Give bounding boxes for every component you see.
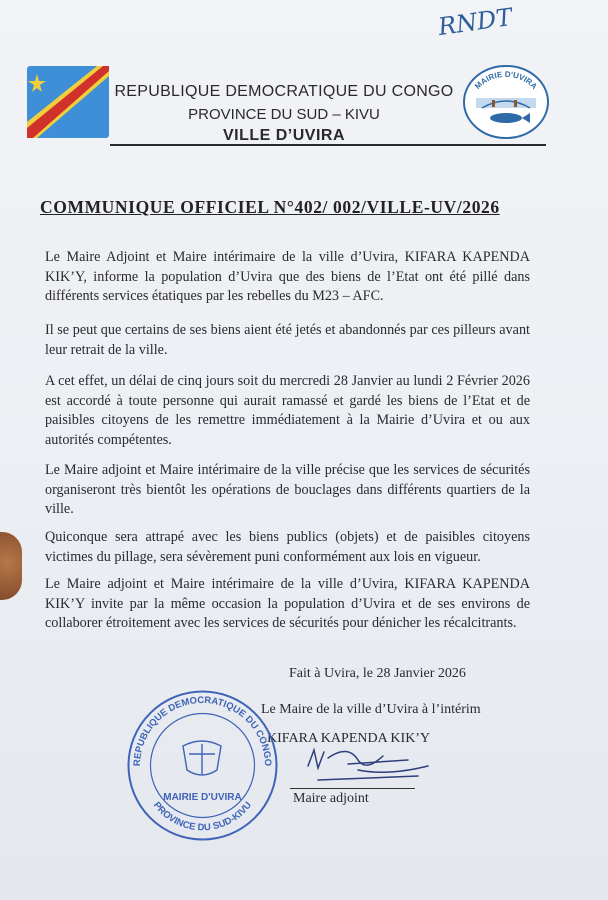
signatory-office: Le Maire de la ville d’Uvira à l’intérim <box>261 702 481 717</box>
svg-text:REPUBLIQUE DEMOCRATIQUE DU CON: REPUBLIQUE DEMOCRATIQUE DU CONGO <box>131 694 274 767</box>
place-date: Fait à Uvira, le 28 Janvier 2026 <box>289 666 466 681</box>
header-country: REPUBLIQUE DEMOCRATIQUE DU CONGO <box>114 83 454 100</box>
signatory-role: Maire adjoint <box>293 791 369 806</box>
paragraph-2: Il se peut que certains de ses biens aient été jetés et abandonnés par ces pilleurs avant leur retrait de la ville. <box>45 322 530 358</box>
handwritten-note: RNDT <box>436 2 514 42</box>
header-rule <box>110 144 546 146</box>
handwritten-signature <box>288 736 438 791</box>
mairie-uvira-emblem-icon <box>462 64 550 140</box>
official-stamp <box>125 688 280 843</box>
svg-text:PROVINCE DU SUD-KIVU: PROVINCE DU SUD-KIVU <box>151 799 254 834</box>
signatory-name: KIFARA KAPENDA KIK’Y <box>267 731 431 746</box>
header-province: PROVINCE DU SUD – KIVU <box>188 106 380 123</box>
paragraph-3: A cet effet, un délai de cinq jours soit du mercredi 28 Janvier au lundi 2 Février 2026 est accordé à toute personne qui aurait ramassé et gardé les biens de l’Etat et de paisibles citoyens de les remettre immédiatement à la Mairie d’Uvira et ou aux autorités compétentes. <box>45 373 530 448</box>
header-city: VILLE D’UVIRA <box>222 127 346 144</box>
drc-flag-icon <box>27 66 109 138</box>
paragraph-5: Quiconque sera attrapé avec les biens publics (objets) et de paisibles citoyens victimes du pillage, sera sévèrement puni conformément aux lois en vigueur. <box>45 529 530 565</box>
signature-line <box>290 788 415 789</box>
svg-text:MAIRIE D'UVIRA: MAIRIE D'UVIRA <box>473 69 539 91</box>
communique-title: COMMUNIQUE OFFICIEL N°402/ 002/VILLE-UV/2026 <box>40 197 500 217</box>
paragraph-4: Le Maire adjoint et Maire intérimaire de la ville précise que les services de sécurités organiseront très bientôt les opérations de bouclages dans différents quartiers de la ville. <box>45 462 530 517</box>
paragraph-1: Le Maire Adjoint et Maire intérimaire de la ville d’Uvira, KIFARA KAPENDA KIK’Y, informe la population d’Uvira que des biens de l’Etat ont été pillé dans différents services étatiques par les rebelles du M23 – AFC. <box>45 249 530 304</box>
finger-edge <box>0 532 22 600</box>
paragraph-6: Le Maire adjoint et Maire intérimaire de la ville d’Uvira, KIFARA KAPENDA KIK’Y invite par la même occasion la population d’Uvira et de ses environs de collaborer étroitement avec les services de sécurités pour dénicher les récalcitrants. <box>45 576 530 631</box>
svg-text:MAIRIE D'UVIRA: MAIRIE D'UVIRA <box>163 792 242 803</box>
